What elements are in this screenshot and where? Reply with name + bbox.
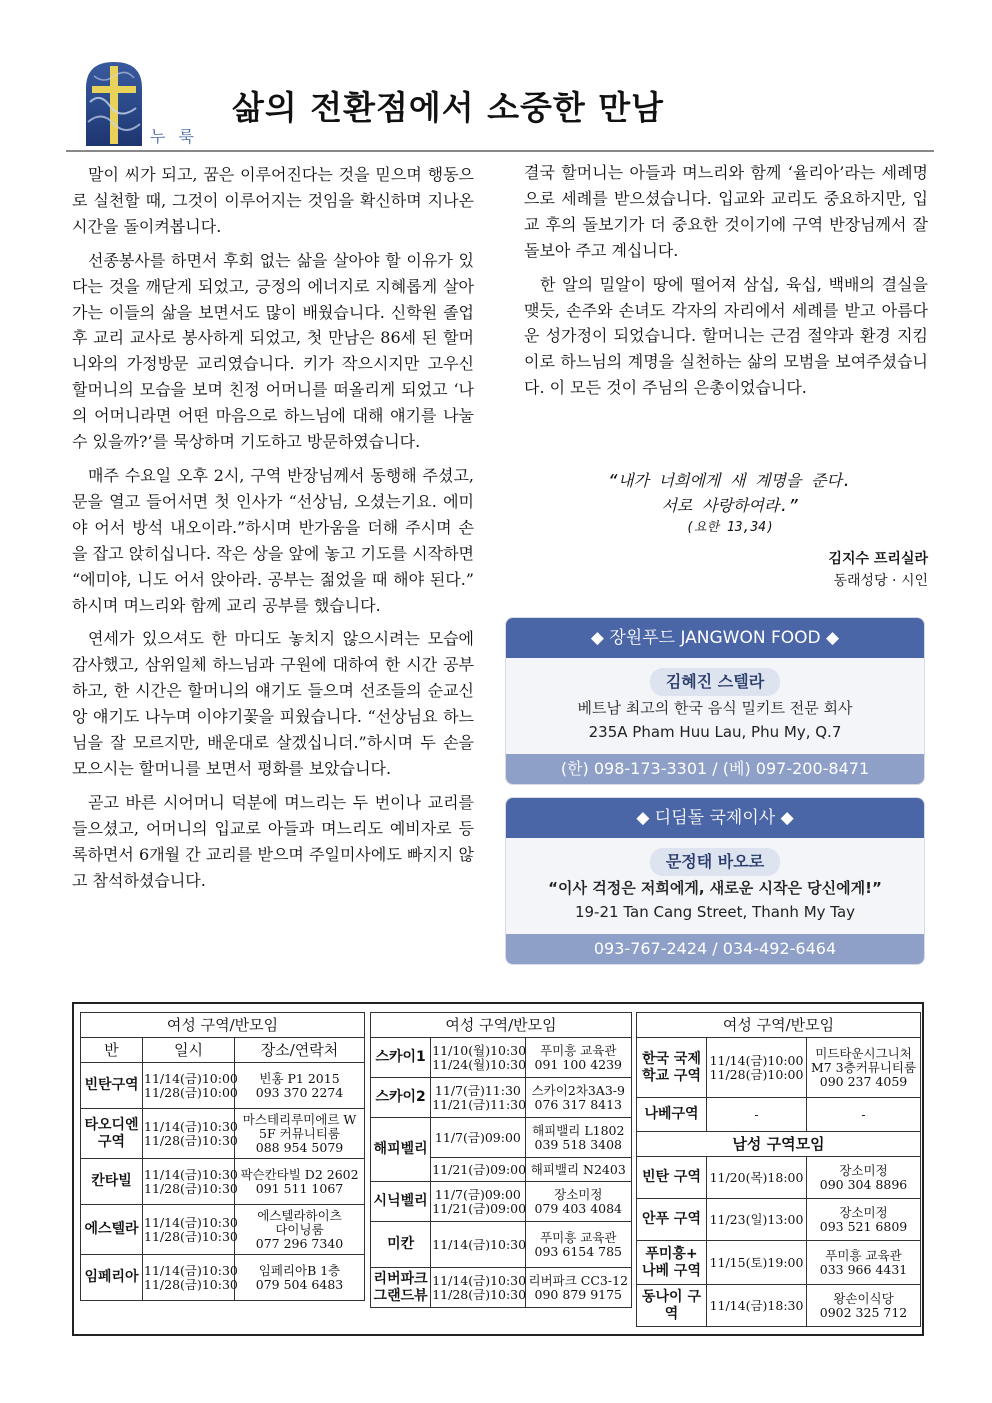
date: 11/14(금)10:30 [144, 1262, 238, 1278]
district-name: 미칸 [371, 1222, 431, 1268]
meeting-dates [143, 1109, 238, 1159]
header-divider [66, 150, 934, 152]
district-name: 빈탄구역 [81, 1063, 143, 1109]
author-name: 김지수 프리실라 [828, 551, 928, 567]
date: 11/21(금)11:30 [432, 1096, 527, 1112]
phone: 093 521 6809 [819, 1218, 908, 1234]
place-contact [525, 1268, 631, 1308]
meeting-dates [143, 1063, 238, 1109]
table-row [371, 1222, 632, 1268]
date: 11/28(금)10:30 [144, 1276, 238, 1292]
phone: 093 370 2274 [255, 1084, 344, 1100]
phone: 091 511 1067 [255, 1180, 344, 1196]
phone: 090 304 8896 [819, 1176, 908, 1192]
place-contact [807, 1241, 921, 1285]
district-name: 스카이1 [371, 1038, 431, 1078]
date: 11/7(금)11:30 [434, 1082, 521, 1098]
meeting-date: 11/14(금)18:30 [707, 1285, 807, 1327]
date: 11/14(금)10:00 [144, 1070, 238, 1086]
schedule-section [72, 1002, 924, 1336]
article-left-column [72, 162, 474, 901]
phone: 090 237 4059 [819, 1073, 908, 1089]
table-title: 여성 구역/반모임 [81, 1013, 365, 1038]
place-contact [235, 1063, 365, 1109]
table-title: 여성 구역/반모임 [637, 1013, 921, 1038]
place-contact [807, 1285, 921, 1327]
article-paragraph: 말이 씨가 되고, 꿈은 이루어진다는 것을 믿으며 행동으로 실천할 때, 그것이 이루어지는 것임을 확신하며 지나온 시간을 돌이켜봅니다. [72, 165, 474, 236]
date: 11/14(금)10:30 [144, 1118, 238, 1134]
meeting-dates [143, 1205, 238, 1255]
table-title: 여성 구역/반모임 [371, 1013, 632, 1038]
date: 11/10(월)10:30 [432, 1042, 527, 1058]
ad-contact-person: 문정태 바오로 [650, 848, 780, 876]
ad-contact-person: 김혜진 스텔라 [650, 668, 780, 696]
quote-line: “내가 너희에게 새 계명을 준다. [608, 471, 852, 490]
table-row [371, 1182, 632, 1222]
place: 왕손이식당 [833, 1290, 894, 1306]
place-contact [525, 1182, 631, 1222]
date: 11/24(월)10:30 [432, 1056, 527, 1072]
district-name: 칸타빌 [81, 1159, 143, 1205]
author-parish: 동래성당 · 시인 [833, 573, 928, 589]
meeting-date: 11/15(토)19:00 [707, 1241, 807, 1285]
district-name: 에스텔라 [81, 1205, 143, 1255]
place-contact [235, 1159, 365, 1205]
date: 11/14(금)10:30 [432, 1272, 527, 1288]
phone: 0902 325 712 [819, 1304, 908, 1320]
table-row [81, 1255, 365, 1301]
date: 11/21(금)09:00 [432, 1200, 527, 1216]
ad-description: 베트남 최고의 한국 음식 밀키트 전문 회사 [577, 699, 853, 717]
meeting-date: 11/14(금)10:30 [431, 1222, 525, 1268]
place: 푸미흥 교육관 [540, 1229, 617, 1245]
place: 5F 커뮤니티룸 [259, 1125, 340, 1141]
place: 장소미정 [839, 1162, 888, 1178]
meeting-dates [431, 1078, 525, 1118]
table-row [81, 1109, 365, 1159]
date: 11/28(금)10:30 [144, 1132, 238, 1148]
district-name: 해피벨리 [371, 1118, 431, 1182]
meeting-dates [431, 1268, 525, 1308]
table-row [371, 1078, 632, 1118]
article-paragraph: 연세가 있으셔도 한 마디도 놓치지 않으시려는 모습에 감사했고, 삼위일체 하느님과 구원에 대하여 한 시간 공부하고, 한 시간은 할머니의 얘기도 들으며 선조들의 순교신앙 얘기도 나누며 이야기꽃을 피웠습니다. “선상님요 하느님을 잘 모르지만, 배운대로 살겠십니더.”하시며 두 손을 모으시는 할머니를 보면서 평화를 보았습니다. [72, 629, 474, 778]
meeting-dates [143, 1159, 238, 1205]
meeting-dates [431, 1182, 525, 1222]
bible-quote [560, 468, 900, 538]
author-block [828, 548, 928, 592]
column-header: 일시 [143, 1038, 235, 1063]
district-name: 안푸 구역 [637, 1199, 707, 1241]
place: 마스테리루미에르 W [242, 1111, 357, 1127]
ad-header: ◆ 디딤돌 국제이사 ◆ [506, 798, 924, 838]
date: 11/7(금)09:00 [434, 1186, 521, 1202]
quote-line: 서로 사랑하여라.” [661, 496, 799, 515]
schedule-table-women-2 [370, 1012, 632, 1308]
ad-header: ◆ 장원푸드 JANGWON FOOD ◆ [506, 618, 924, 658]
article-paragraph: 결국 할머니는 아들과 며느리와 함께 ‘율리아’라는 세례명으로 세례를 받으셨습니다. 입교와 교리도 중요하지만, 입교 후의 돌보기가 더 중요한 것이기에 구역 반장님께서 잘 돌보아 주고 계십니다. [524, 163, 928, 260]
place-contact [235, 1205, 365, 1255]
district-name: 동나이 구역 [637, 1285, 707, 1327]
article-paragraph: 매주 수요일 오후 2시, 구역 반장님께서 동행해 주셨고, 문을 열고 들어서면 첫 인사가 “선상님, 오셨는기요. 에미야 어서 방석 내오이라.”하시며 반가움을 더해 주시며 손을 잡고 앉히십니다. 작은 상을 앞에 놓고 기도를 시작하면 “에미야, 니도 어서 앉아라. 공부는 젊었을 때 해야 된다.” 하시며 며느리와 함께 교리 공부를 했습니다. [72, 465, 474, 615]
men-table-title: 남성 구역모임 [637, 1132, 921, 1157]
date: 11/28(금)10:30 [144, 1228, 238, 1244]
place: 해피밸리 N2403 [525, 1158, 631, 1182]
place: M7 3층커뮤니티룸 [810, 1059, 917, 1075]
district-name: 스카이2 [371, 1078, 431, 1118]
date: 11/28(금)10:00 [144, 1084, 238, 1100]
phone: 093 6154 785 [534, 1243, 623, 1259]
meeting-date: 11/23(일)13:00 [707, 1199, 807, 1241]
table-row [637, 1098, 921, 1132]
place: 장소미정 [554, 1186, 603, 1202]
place: 에스텔라하이츠 [257, 1207, 342, 1223]
table-row [371, 1268, 632, 1308]
phone: 039 518 3408 [534, 1136, 623, 1152]
table-row [81, 1205, 365, 1255]
ad-phones: 093-767-2424 / 034-492-6464 [506, 934, 924, 964]
place-contact [525, 1078, 631, 1118]
phone: 079 504 6483 [255, 1276, 344, 1292]
place: 장소미정 [839, 1204, 888, 1220]
table-row [371, 1038, 632, 1078]
phone: 090 879 9175 [534, 1286, 623, 1302]
column-header: 장소/연락처 [235, 1038, 365, 1063]
place-contact [525, 1038, 631, 1078]
date: 11/28(금)10:30 [144, 1180, 238, 1196]
place: 푸미흥 교육관 [825, 1247, 902, 1263]
place: 임페리아B 1층 [258, 1262, 341, 1278]
ad-address: 235A Pham Huu Lau, Phu My, Q.7 [588, 723, 842, 741]
district-name: 한국 국제학교 구역 [637, 1038, 707, 1098]
date: 11/28(금)10:30 [432, 1286, 527, 1302]
place: - [807, 1098, 921, 1132]
table-row [371, 1118, 632, 1158]
place-contact [525, 1118, 631, 1158]
page-title: 삶의 전환점에서 소중한 만남 [232, 88, 665, 127]
phone: 033 966 4431 [819, 1261, 908, 1277]
place: 리버파크 CC3-12 [528, 1272, 629, 1288]
date: 11/14(금)10:30 [144, 1166, 238, 1182]
place: 스카이2차3A3-9 [531, 1082, 625, 1098]
cross-logo-icon [86, 62, 142, 146]
district-name: 타오디엔 구역 [81, 1109, 143, 1159]
column-header: 반 [81, 1038, 143, 1063]
meeting-date: 11/7(금)09:00 [431, 1118, 525, 1158]
logo-caption: 누 룩 [150, 127, 198, 146]
phone: 079 403 4084 [534, 1200, 623, 1216]
district-name: 빈탄 구역 [637, 1157, 707, 1199]
date: 11/28(금)10:00 [709, 1066, 804, 1082]
place: 빈홍 P1 2015 [259, 1070, 340, 1086]
place: 다이닝룸 [275, 1221, 324, 1237]
place-contact [807, 1157, 921, 1199]
place: 해피밸리 L1802 [532, 1122, 625, 1138]
phone: 091 100 4239 [534, 1056, 623, 1072]
ad-address: 19-21 Tan Cang Street, Thanh My Tay [574, 903, 856, 921]
ad-phones: (한) 098-173-3301 / (베) 097-200-8471 [506, 754, 924, 784]
place: 푸미흥 교육관 [540, 1042, 617, 1058]
quote-reference: (요한 13,34) [686, 520, 774, 535]
district-name: 푸미흥+ 나베 구역 [637, 1241, 707, 1285]
table-row [637, 1038, 921, 1098]
meeting-date: 11/21(금)09:00 [431, 1158, 525, 1182]
meeting-dates [707, 1038, 807, 1098]
place-contact [807, 1199, 921, 1241]
schedule-table-women-men [636, 1012, 921, 1327]
ad-didimdol-moving [506, 798, 924, 964]
phone: 077 296 7340 [255, 1235, 344, 1251]
schedule-table-women-1 [80, 1012, 365, 1301]
meeting-date: 11/20(목)18:00 [707, 1157, 807, 1199]
table-row [637, 1157, 921, 1199]
meeting-date: - [707, 1098, 807, 1132]
ad-slogan: “이사 걱정은 저희에게, 새로운 시작은 당신에게!” [548, 879, 882, 897]
place: 팍슨칸타빌 D2 2602 [240, 1166, 359, 1182]
table-row [637, 1241, 921, 1285]
district-name: 리버파크 그랜드뷰 [371, 1268, 431, 1308]
table-row [637, 1285, 921, 1327]
place: 미드타운시그니처 [815, 1045, 912, 1061]
table-row [81, 1159, 365, 1205]
phone: 088 954 5079 [255, 1139, 344, 1155]
article-paragraph: 곧고 바른 시어머니 덕분에 며느리는 두 번이나 교리를 들으셨고, 어머니의 입교로 아들과 며느리도 예비자로 등록하면서 6개월 간 교리를 받으며 주일미사에도 빠지지 않고 참석하셨습니다. [72, 792, 474, 890]
table-row [81, 1063, 365, 1109]
place-contact [235, 1109, 365, 1159]
district-name: 나베구역 [637, 1098, 707, 1132]
date: 11/14(금)10:30 [144, 1214, 238, 1230]
date: 11/14(금)10:00 [709, 1052, 804, 1068]
article-paragraph: 한 알의 밀알이 땅에 떨어져 삼십, 육십, 백배의 결실을 맺듯, 손주와 손녀도 각자의 자리에서 세례를 받고 아름다운 성가정이 되었습니다. 할머니는 근검 절약과 환경 지킴이로 하느님의 계명을 실천하는 삶의 모범을 보여주셨습니다. 이 모든 것이 주님의 은총이었습니다. [524, 274, 928, 398]
district-name: 임페리아 [81, 1255, 143, 1301]
place-contact [525, 1222, 631, 1268]
phone: 076 317 8413 [534, 1096, 623, 1112]
article-paragraph: 선종봉사를 하면서 후회 없는 삶을 살아야 할 이유가 있다는 것을 깨닫게 되었고, 긍정의 에너지로 지혜롭게 살아가는 이들의 삶을 보면서도 많이 배웠습니다. 신학원 졸업 후 교리 교사로 봉사하게 되었고, 첫 만남은 86세 된 할머니와의 가정방문 교리였습니다. 키가 작으시지만 고우신 할머니의 모습을 보며 친정 어머니를 떠올리게 되었고 ‘나의 어머니라면 어떤 마음으로 하느님에 대해 얘기를 나눌 수 있을까?’를 묵상하며 기도하고 방문하였습니다. [72, 250, 474, 452]
meeting-dates [431, 1038, 525, 1078]
place-contact [807, 1038, 921, 1098]
place-contact [235, 1255, 365, 1301]
district-name: 시닉벨리 [371, 1182, 431, 1222]
article-right-column [524, 160, 928, 409]
meeting-dates [143, 1255, 238, 1301]
ad-jangwon-food [506, 618, 924, 784]
table-row [637, 1199, 921, 1241]
